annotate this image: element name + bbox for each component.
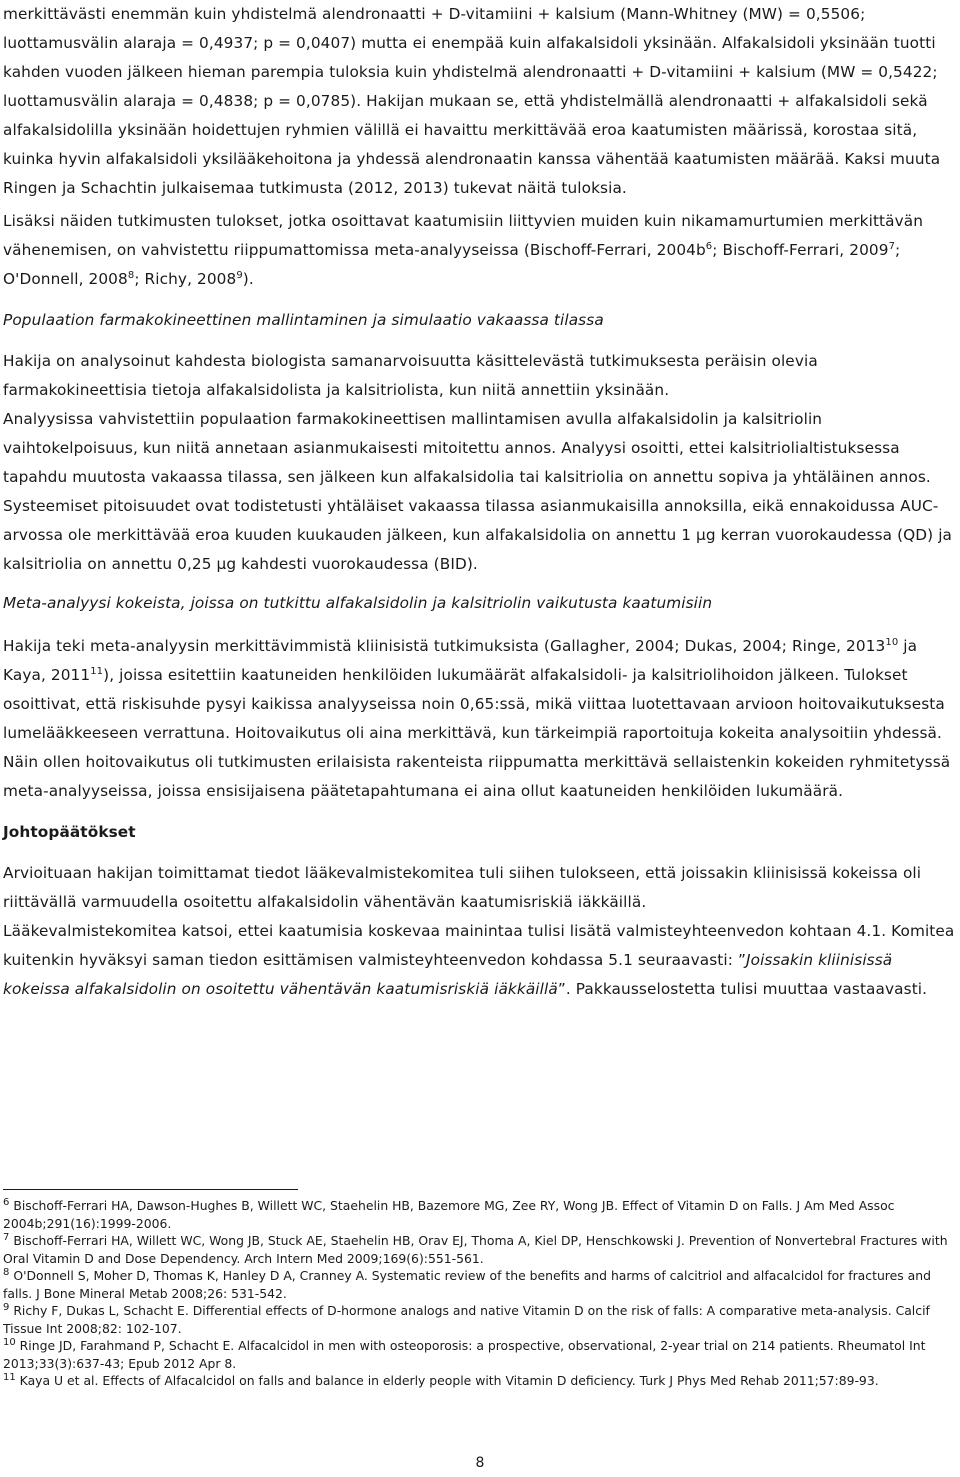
paragraph-conclusion-1: Arvioituaan hakijan toimittamat tiedot lääkevalmistekomitea tuli siihen tulokseen, että joissakin kliinisissä kokeissa oli riittävällä varmuudella osoitettu alfakalsidolin vähentävän kaatumisriskiä iäkkäillä. bbox=[3, 864, 922, 911]
footnote-text: Kaya U et al. Effects of Alfacalcidol on falls and balance in elderly people with Vitamin D deficiency. Turk J Phys Med Rehab 2011;57:89-93. bbox=[15, 1373, 879, 1388]
paragraph-text: ; O'Donnell, 2008 bbox=[3, 241, 901, 288]
footnote-ref: 7 bbox=[888, 240, 896, 252]
paragraph-text: ”. Pakkausselostetta tulisi muuttaa vastaavasti. bbox=[557, 980, 928, 998]
footnote-text: Bischoff-Ferrari HA, Dawson-Hughes B, Willett WC, Staehelin HB, Bazemore MG, Zee RY, Wong JB. Effect of Vitamin D on Falls. J Am Med Assoc 2004b;291(16):1999-2006. bbox=[3, 1198, 895, 1231]
footnote-item bbox=[3, 1267, 957, 1302]
footnote-number: 9 bbox=[3, 1301, 10, 1313]
footnote-text: Ringe JD, Farahmand P, Schacht E. Alfacalcidol in men with osteoporosis: a prospective, observational, 2-year trial on 214 patients. Rheumatol Int 2013;33(3):637-43; Epub 2012 Apr 8. bbox=[3, 1338, 926, 1371]
section-heading-conclusions: Johtopäätökset bbox=[3, 823, 136, 841]
paragraph-results: merkittävästi enemmän kuin yhdistelmä alendronaatti + D-vitamiini + kalsium (Mann-Whitney (MW) = 0,5506; luottamusvälin alaraja = 0,4937; p = 0,0407) mutta ei enempää kuin alfakalsidoli yksinään. Alfakalsidoli yksinään tuotti kahden vuoden jälkeen hieman parempia tuloksia kuin yhdistelmä alendronaatti + D-vitamiini + kalsium (MW = 0,5422; luottamusvälin alaraja = 0,4838; p = 0,0785). Hakijan mukaan se, että yhdistelmällä alendronaatti + alfakalsidoli sekä alfakalsidolilla yksinään hoidettujen ryhmien välillä ei havaittu merkittävää eroa kaatumisten määrissä, korostaa sitä, kuinka hyvin alfakalsidoli yksilääkehoitona ja yhdessä alendronaatin kanssa vähentää kaatumisten määrää. Kaksi muuta Ringen ja Schachtin julkaisemaa tutkimusta (2012, 2013) tukevat näitä tuloksia. bbox=[3, 5, 941, 197]
paragraph-text: ; Richy, 2008 bbox=[134, 270, 237, 288]
footnote-number: 10 bbox=[3, 1336, 16, 1348]
paragraph-meta-analysis bbox=[3, 632, 957, 806]
paragraph-pk-analysis: Analyysissa vahvistettiin populaation farmakokineettisen mallintamisen avulla alfakalsidolin ja kalsitriolin vaihtokelpoisuus, kun niitä annetaan asianmukaisesti mitoitettu annos. Analyysi osoitti, ettei kalsitriolialtistuksessa tapahdu muutosta vakaassa tilassa, sen jälkeen kun alfakalsidolia tai kalsitriolia on annettu sopiva ja yhtäläinen annos. Systeemiset pitoisuudet ovat todistetusti yhtäläiset vakaassa tilassa asianmukaisilla annoksilla, eikä ennakoidussa AUC-arvossa ole merkittävää eroa kuuden kuukauden jälkeen, kun alfakalsidolia on annettu 1 µg kerran vuorokaudessa (QD) ja kalsitriolia on annettu 0,25 µg kahdesti vuorokaudessa (BID). bbox=[3, 410, 953, 573]
paragraph-pk-data: Hakija on analysoinut kahdesta biologista samanarvoisuutta käsittelevästä tutkimuksesta peräisin olevia farmakokineettisia tietoja alfakalsidolista ja kalsitriolista, kun niitä annettiin yksinään. bbox=[3, 352, 818, 399]
footnotes bbox=[3, 1197, 957, 1390]
footnote-item bbox=[3, 1197, 957, 1232]
footnote-number: 7 bbox=[3, 1231, 10, 1243]
footnote-ref: 8 bbox=[127, 269, 135, 281]
footnote-text: Richy F, Dukas L, Schacht E. Differential effects of D-hormone analogs and native Vitamin D on the risk of falls: A comparative meta-analysis. Calcif Tissue Int 2008;82: 102-107. bbox=[3, 1303, 930, 1336]
footnote-ref: 6 bbox=[705, 240, 713, 252]
paragraph-meta-analyses bbox=[3, 207, 957, 294]
footnote-ref: 9 bbox=[236, 269, 243, 281]
footnote-item bbox=[3, 1337, 957, 1372]
paragraph-text: Lisäksi näiden tutkimusten tulokset, jotka osoittavat kaatumisiin liittyvien muiden kuin nikamamurtumien merkittävän vähenemisen, on vahvistettu riippumattomissa meta-analyyseissa (Bischoff-Ferrari, 2004b bbox=[3, 212, 924, 259]
footnote-text: Bischoff-Ferrari HA, Willett WC, Wong JB, Stuck AE, Staehelin HB, Orav EJ, Thoma A, Kiel DP, Henschkowski J. Prevention of Nonvertebral Fractures with Oral Vitamin D and Dose Dependency. Arch Intern Med 2009;169(6):551-561. bbox=[3, 1233, 948, 1266]
paragraph-text: Hakija teki meta-analyysin merkittävimmistä kliinisistä tutkimuksista (Gallagher, 2004; Dukas, 2004; Ringe, 2013 bbox=[3, 637, 886, 655]
section-heading-pk-modelling: Populaation farmakokineettinen mallintaminen ja simulaatio vakaassa tilassa bbox=[3, 311, 604, 329]
paragraph-conclusion-2 bbox=[3, 917, 957, 1004]
paragraph-text: Lääkevalmistekomitea katsoi, ettei kaatumisia koskevaa mainintaa tulisi lisätä valmisteyhteenvedon kohtaan 4.1. Komitea kuitenkin hyväksyi saman tiedon esittämisen valmisteyhteenvedon kohdassa 5.1 seuraavasti: ” bbox=[3, 922, 955, 969]
body-text bbox=[3, 0, 957, 1004]
footnote-number: 6 bbox=[3, 1196, 10, 1208]
footnote-ref: 10 bbox=[885, 636, 899, 648]
document-page bbox=[3, 0, 957, 1004]
quoted-smpc-text: Joissakin kliinisissä kokeissa alfakalsidolin on osoitettu vähentävän kaatumisriskiä iäkkäillä bbox=[3, 951, 893, 998]
footnote-number: 11 bbox=[3, 1371, 16, 1383]
paragraph-text: ; Bischoff-Ferrari, 2009 bbox=[712, 241, 889, 259]
footnote-item bbox=[3, 1372, 957, 1390]
footnote-text: O'Donnell S, Moher D, Thomas K, Hanley D A, Cranney A. Systematic review of the benefits and harms of calcitriol and alfacalcidol for fractures and falls. J Bone Mineral Metab 2008;26: 531-542. bbox=[3, 1268, 931, 1301]
footnote-ref: 11 bbox=[90, 665, 104, 677]
section-heading-meta-analysis: Meta-analyysi kokeista, joissa on tutkittu alfakalsidolin ja kalsitriolin vaikutusta kaatumisiin bbox=[3, 594, 713, 612]
page-number: 8 bbox=[475, 1455, 485, 1471]
paragraph-text: ja Kaya, 2011 bbox=[3, 637, 918, 684]
paragraph-text: ), joissa esitettiin kaatuneiden henkilöiden lukumäärät alfakalsidoli- ja kalsitriolihoidon jälkeen. Tulokset osoittivat, että riskisuhde pysyi kaikissa analyyseissa noin 0,65:ssä, mikä viittaa luotettavaan arvioon hoitovaikutuksesta lumelääkkeeseen verrattuna. Hoitovaikutus oli aina merkittävä, kun tärkeimpiä raportoituja kokeita analysoitiin yhdessä. Näin ollen hoitovaikutus oli tutkimusten erilaisista rakenteista riippumatta merkittävä sellaistenkin kokeiden ryhmitetyssä meta-analyyseissa, joissa ensisijaisena päätetapahtumana ei aina ollut kaatuneiden henkilöiden lukumäärä. bbox=[3, 666, 951, 800]
footnote-item bbox=[3, 1302, 957, 1337]
paragraph-text: ). bbox=[242, 270, 254, 288]
footnote-divider bbox=[3, 1189, 298, 1190]
footnote-item bbox=[3, 1232, 957, 1267]
footnote-number: 8 bbox=[3, 1266, 10, 1278]
